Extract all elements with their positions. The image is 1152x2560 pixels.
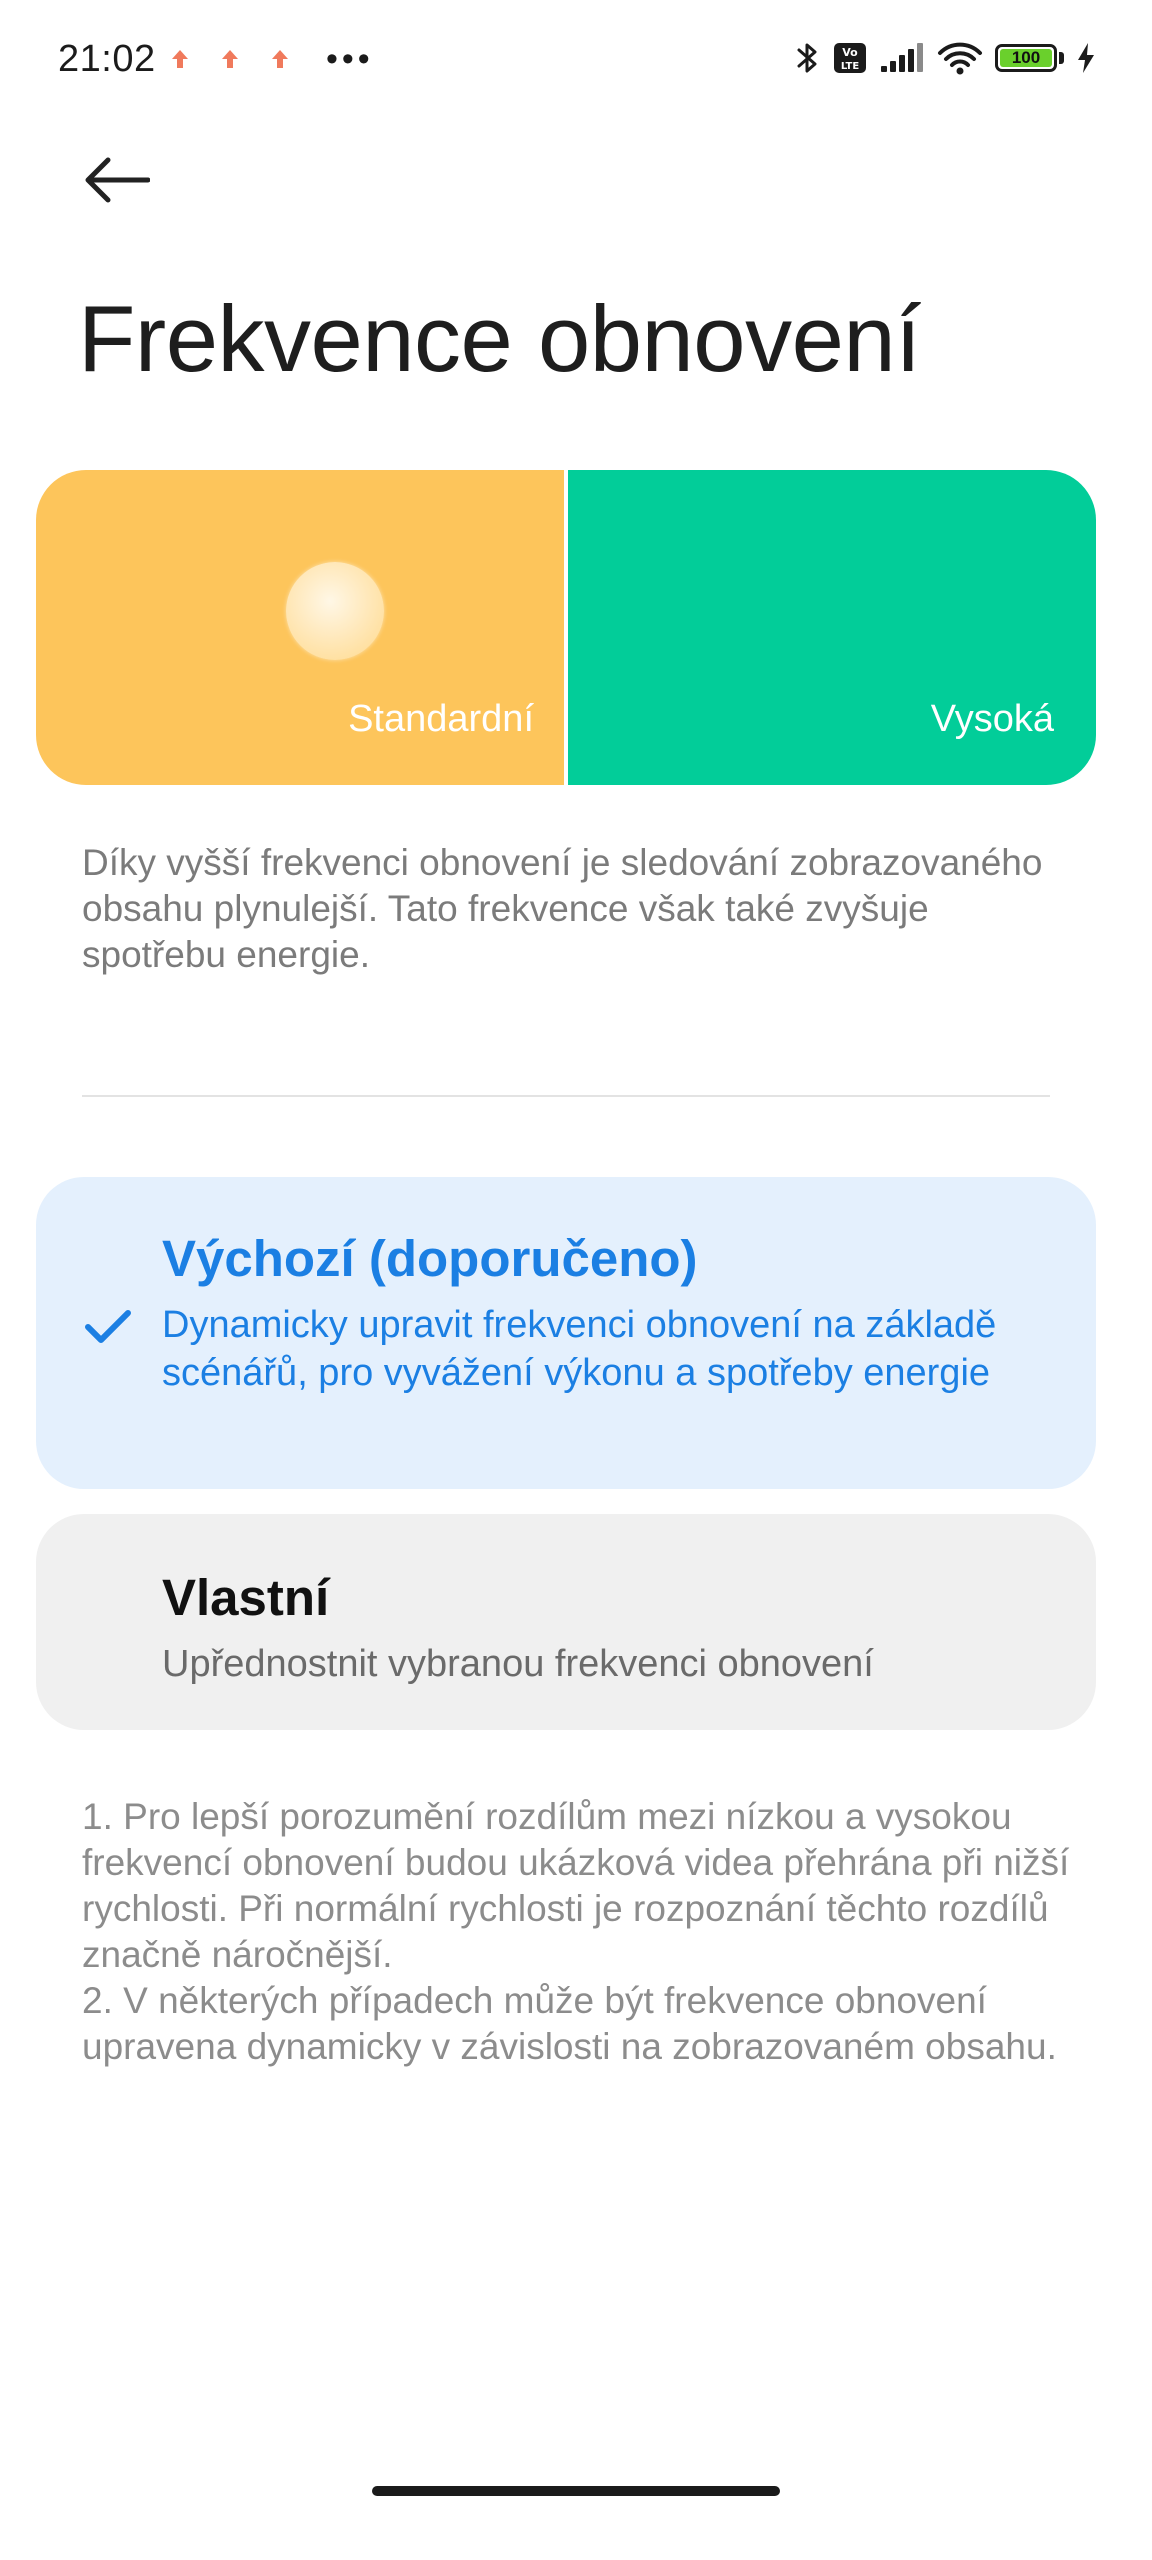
option-title: Výchozí (doporučeno) (162, 1230, 698, 1287)
refresh-rate-preview (36, 470, 1096, 785)
notification-icons (170, 48, 290, 70)
arrow-left-icon (84, 156, 150, 204)
status-time: 21:02 (58, 38, 156, 80)
checkmark-icon (84, 1307, 132, 1347)
description-text: Díky vyšší frekvenci obnovení je sledování zobrazovaného obsahu plynulejší. Tato frekvence však také zvyšuje spotřebu energie. (82, 842, 1043, 975)
home-indicator[interactable] (372, 2486, 780, 2496)
upload-arrow-icon (220, 48, 240, 70)
bluetooth-icon (795, 40, 821, 76)
battery-cap (1059, 52, 1064, 64)
option-custom[interactable] (36, 1514, 1096, 1730)
option-default-recommended[interactable] (36, 1177, 1096, 1489)
charging-icon (1076, 42, 1096, 74)
preview-high-panel (568, 470, 1096, 785)
footnotes (82, 1794, 1092, 2070)
option-description: Dynamicky upravit frekvenci obnovení na základě scénářů, pro vyvážení výkonu a spotřeby energie (162, 1304, 997, 1394)
page-title: Frekvence obnovení (78, 286, 921, 391)
preview-standard-panel (36, 470, 564, 785)
battery-level: 100 (1011, 48, 1041, 67)
option-description: Upřednostnit vybranou frekvenci obnovení (162, 1643, 874, 1685)
status-icons (795, 40, 1096, 76)
preview-high-label: Vysoká (930, 698, 1054, 740)
svg-text:LTE: LTE (840, 61, 860, 72)
footnote-2: 2. V některých případech může být frekvence obnovení upravena dynamicky v závislosti na zobrazovaném obsahu. (82, 1980, 1057, 2067)
more-notifications-icon: ••• (326, 40, 374, 78)
option-title: Vlastní (162, 1569, 330, 1626)
footnote-1: 1. Pro lepší porozumění rozdílům mezi nízkou a vysokou frekvencí obnovení budou ukázková videa přehrána při nižší rychlosti. Při normální rychlosti je rozpoznání těchto rozdílů značně náročnější. (82, 1796, 1070, 1975)
preview-ball (286, 562, 384, 660)
divider (82, 1095, 1050, 1097)
upload-arrow-icon (170, 48, 190, 70)
signal-icon (879, 42, 925, 74)
wifi-icon (937, 41, 983, 75)
battery-icon (995, 44, 1057, 72)
svg-text:Vo: Vo (842, 46, 858, 59)
volte-icon (833, 42, 867, 74)
upload-arrow-icon (270, 48, 290, 70)
back-button[interactable] (72, 140, 162, 220)
preview-standard-label: Standardní (348, 698, 534, 740)
status-bar (0, 0, 1152, 120)
